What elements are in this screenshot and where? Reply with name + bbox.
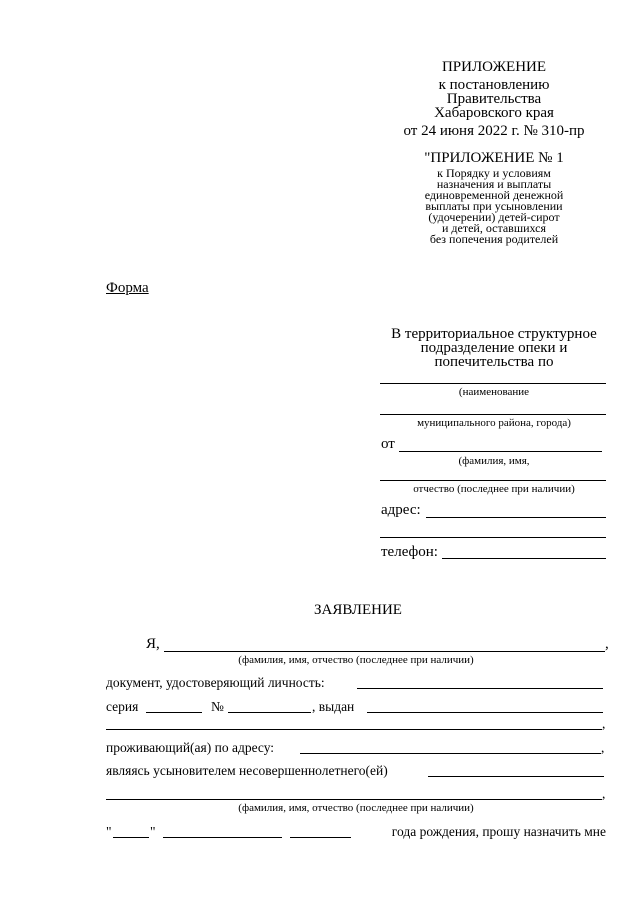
series-label: серия <box>106 699 139 714</box>
child-fio-field[interactable] <box>428 776 604 777</box>
i-label: Я, <box>146 636 160 652</box>
caption-fio-child: (фамилия, имя, отчество (последнее при наличии) <box>238 802 474 814</box>
residence-field[interactable] <box>300 753 601 754</box>
number-label: № <box>211 699 224 714</box>
adopter-label: являясь усыновителем несовершеннолетнего(ей) <box>106 763 388 778</box>
comma: , <box>605 636 609 652</box>
appendix-1-line: назначения и выплаты <box>436 177 552 191</box>
issued-field-2[interactable] <box>106 729 602 730</box>
decree-line-1: к постановлению <box>438 77 550 93</box>
address-field-2[interactable] <box>380 537 606 538</box>
caption-fio: (фамилия, имя, <box>458 455 530 467</box>
form-label: Форма <box>106 280 149 296</box>
department-name-field[interactable] <box>380 383 606 384</box>
appendix-1-line: выплаты при усыновлении <box>425 199 563 213</box>
phone-field[interactable] <box>442 558 606 559</box>
from-field[interactable] <box>399 451 602 452</box>
birth-year-field[interactable] <box>290 837 351 838</box>
document-label: документ, удостоверяющий личность: <box>106 675 325 690</box>
appendix-1-title: "ПРИЛОЖЕНИЕ № 1 <box>424 150 564 166</box>
residing-label: проживающий(ая) по адресу: <box>106 740 275 755</box>
document-field[interactable] <box>357 688 603 689</box>
issued-field[interactable] <box>367 712 603 713</box>
birth-open-quote: " <box>106 824 112 839</box>
caption-district: муниципального района, города) <box>417 417 571 429</box>
appendix-1-line: единовременной денежной <box>424 188 564 202</box>
addressee-line: подразделение опеки и <box>420 340 568 356</box>
series-field[interactable] <box>146 712 202 713</box>
appendix-title: ПРИЛОЖЕНИЕ <box>441 59 547 75</box>
addressee-line: В территориальное структурное <box>391 326 597 342</box>
caption-fio-full: (фамилия, имя, отчество (последнее при наличии) <box>238 654 474 666</box>
department-name-field-2[interactable] <box>380 414 606 415</box>
decree-line-3: Хабаровского края <box>434 105 554 121</box>
appendix-1-line: и детей, оставшихся <box>441 221 546 235</box>
birth-text: года рождения, прошу назначить мне <box>391 824 606 839</box>
caption-patronymic: отчество (последнее при наличии) <box>413 483 575 495</box>
number-field[interactable] <box>228 712 311 713</box>
birth-close-quote: " <box>150 824 156 839</box>
issued-label: , выдан <box>312 699 355 714</box>
addressee-line: попечительства по <box>434 354 554 370</box>
applicant-fio-field[interactable] <box>164 651 605 652</box>
from-field-2[interactable] <box>380 480 606 481</box>
statement-title: ЗАЯВЛЕНИЕ <box>314 602 402 618</box>
comma: , <box>602 786 606 801</box>
child-fio-field-2[interactable] <box>106 799 602 800</box>
appendix-1-line: без попечения родителей <box>429 232 559 246</box>
birth-month-field[interactable] <box>163 837 282 838</box>
comma: , <box>602 716 606 731</box>
decree-date: от 24 июня 2022 г. № 310-пр <box>403 123 585 139</box>
comma: , <box>601 740 605 755</box>
address-field[interactable] <box>426 517 606 518</box>
appendix-1-line: к Порядку и условиям <box>437 166 551 180</box>
birth-day-field[interactable] <box>113 837 149 838</box>
caption-name: (наименование <box>458 386 530 398</box>
decree-line-2: Правительства <box>446 91 542 107</box>
address-label: адрес: <box>381 502 421 518</box>
appendix-1-line: (удочерении) детей-сирот <box>428 210 560 224</box>
phone-label: телефон: <box>381 544 438 560</box>
from-label: от <box>381 436 395 452</box>
